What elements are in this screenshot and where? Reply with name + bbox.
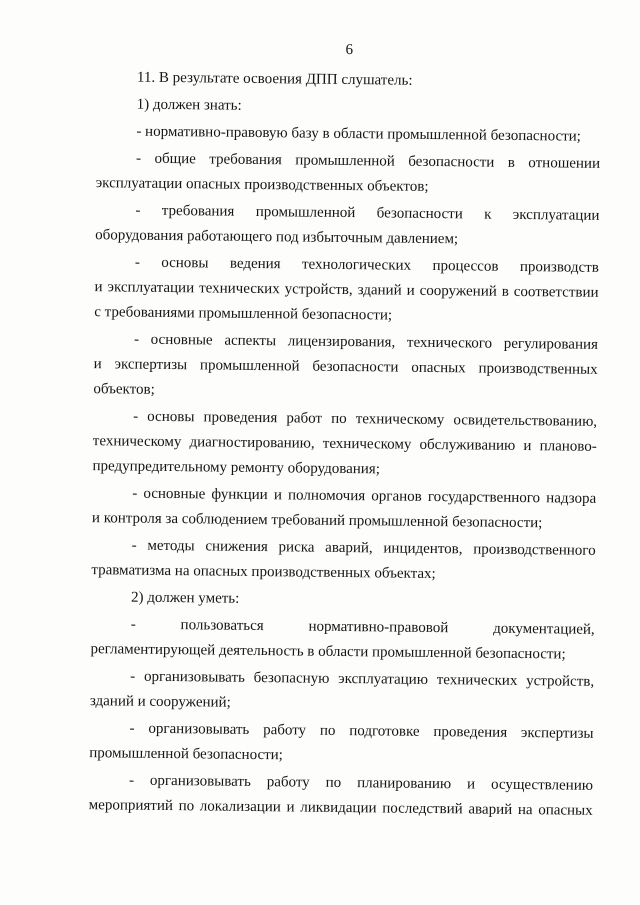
list-item (96, 146, 601, 202)
text-line: - требования промышленной безопасности к эксплуатации (135, 202, 600, 224)
text-line: - пользоваться нормативно-правовой документацией, (130, 616, 595, 638)
list-item (91, 533, 596, 589)
list-item (89, 716, 594, 772)
text-line: мероприятий по локализации и ликвидации последствий аварий на опасных (88, 796, 593, 819)
list-item (95, 198, 600, 254)
text-line: с требованиями промышленной безопасности; (94, 303, 393, 324)
text-line: - организовывать безопасную эксплуатацию технических устройств, (130, 668, 595, 690)
text-line: техническому диагностированию, техническому обслуживанию и планово- (92, 432, 597, 455)
text-line: - основные функции и полномочия органов государственного надзора (132, 485, 597, 507)
text-body (89, 35, 602, 823)
text-line: 1) должен знать: (136, 96, 242, 114)
list-item (93, 327, 598, 408)
text-line: и экспертизы промышленной безопасности опасных производственных (93, 355, 598, 378)
text-line: и контроля за соблюдением требований промышленной безопасности; (91, 509, 543, 531)
text-line: оборудования работающего под избыточным давлением; (95, 226, 459, 247)
list-item (90, 664, 595, 720)
text-line: 2) должен уметь: (130, 589, 240, 607)
list-item (94, 250, 599, 331)
section-intro (97, 65, 601, 96)
subsection-label-able (91, 585, 595, 616)
list-item (92, 481, 597, 537)
text-line: - организовывать работу по подготовке проведения экспертизы (129, 720, 594, 742)
text-line: регламентирующей деятельность в области промышленной безопасности; (90, 640, 566, 663)
text-line: - нормативно-правовую базу в области промышленной безопасности; (136, 123, 581, 145)
text-line: травматизма на опасных производственных объектах; (91, 561, 436, 582)
list-item (89, 768, 594, 824)
list-item (90, 612, 595, 668)
text-line: и эксплуатации технических устройств, зданий и сооружений в соответствии (94, 278, 599, 301)
text-line: - организовывать работу по планированию и осуществлению (128, 772, 594, 794)
text-line: - основы проведения работ по техническому освидетельствованию, (133, 408, 598, 430)
text-line: - основы ведения технологических процессов производств (134, 254, 599, 276)
text-line: эксплуатации опасных производственных объектов; (95, 174, 429, 195)
subsection-label-know (97, 92, 601, 123)
text-line: зданий и сооружений; (89, 692, 231, 711)
list-item (92, 404, 597, 485)
text-line: - основные аспекты лицензирования, технического регулирования (133, 331, 599, 353)
text-line: промышленной безопасности; (89, 744, 283, 763)
text-line: - общие требования промышленной безопасности в отношении (135, 150, 601, 172)
text-line: объектов; (93, 380, 155, 398)
text-line: - методы снижения риска аварий, инцидентов, производственного (131, 537, 596, 559)
text-line: 11. В результате освоения ДПП слушатель: (136, 69, 413, 89)
text-line: предупредительному ремонту оборудования; (92, 457, 380, 477)
list-item (96, 119, 600, 150)
page-number: 6 (345, 41, 354, 59)
